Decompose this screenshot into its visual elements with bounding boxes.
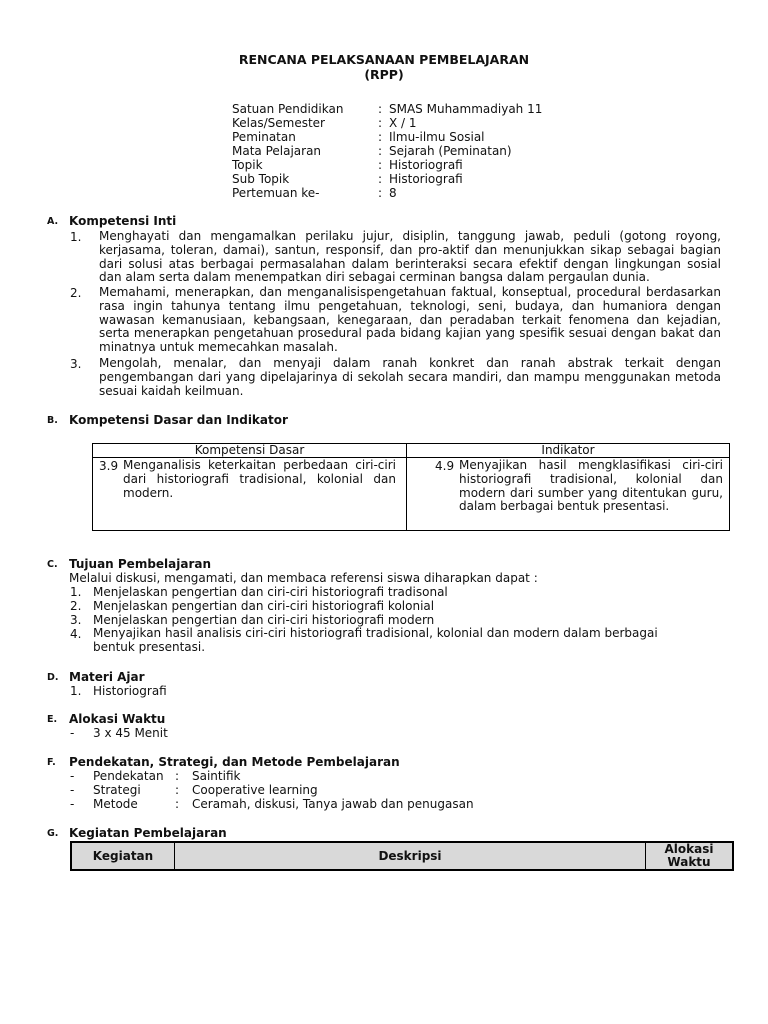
list-number: 2. <box>70 599 82 613</box>
list-number: 2. <box>70 286 82 300</box>
table-header: Kegiatan <box>71 842 175 870</box>
list-separator: : <box>175 797 180 811</box>
list-item: Menyajikan hasil analisis ciri-ciri historiografi tradisional, kolonial dan modern dalam berbagai bentuk presentasi. <box>93 626 658 654</box>
list-label: Metode <box>93 797 138 811</box>
list-item: Menghayati dan mengamalkan perilaku jujur, disiplin, tanggung jawab, peduli (gotong royong, kerjasama, toleran, damai), santun, responsif, dan pro-aktif dan menunjukkan sikap sebagai bagian dari solusi atas berbagai permasalahan dalam berinteraksi secara efektif dengan lingkungan sosial dan alam serta dalam menempatkan diri sebagai cerminan bangsa dalam pergaulan dunia. <box>99 229 721 285</box>
list-item: 3 x 45 Menit <box>93 726 168 740</box>
list-bullet: - <box>70 783 75 797</box>
document-subtitle: (RPP) <box>364 67 404 82</box>
table-header: Deskripsi <box>175 842 646 870</box>
list-value: Saintifik <box>192 769 241 783</box>
list-bullet: - <box>70 769 75 783</box>
list-bullet: - <box>70 726 75 740</box>
table-header: Kompetensi Dasar <box>93 444 407 458</box>
kompetensi-table <box>92 443 730 531</box>
list-value: Ceramah, diskusi, Tanya jawab dan penugasan <box>192 797 474 811</box>
list-number: 4. <box>70 627 82 641</box>
kegiatan-table <box>70 841 734 871</box>
list-bullet: - <box>70 797 75 811</box>
kd-cell: 3.9 Menganalisis keterkaitan perbedaan ciri-ciri dari historiografi tradisional, kolonial dan modern. <box>93 458 407 531</box>
list-number: 1. <box>70 230 82 244</box>
list-number: 3. <box>70 357 82 371</box>
list-number: 1. <box>70 684 82 698</box>
list-value: Cooperative learning <box>192 783 318 797</box>
list-item: Mengolah, menalar, dan menyaji dalam ranah konkret dan ranah abstrak terkait dengan pengembangan dari yang dipelajarinya di sekolah secara mandiri, dan mampu menggunakan metoda sesuai kaidah keilmuan. <box>99 356 721 398</box>
list-item: Historiografi <box>93 684 167 698</box>
table-header: Indikator <box>407 444 730 458</box>
list-label: Strategi <box>93 783 141 797</box>
table-header: Alokasi Waktu <box>646 842 734 870</box>
list-separator: : <box>175 769 180 783</box>
list-number: 1. <box>70 585 82 599</box>
section-intro: Melalui diskusi, mengamati, dan membaca referensi siswa diharapkan dapat : <box>69 571 538 585</box>
list-item: Memahami, menerapkan, dan menganalisispengetahuan faktual, konseptual, procedural berdasarkan rasa ingin tahunya tentang ilmu pengetahuan, teknologi, seni, budaya, dan humaniora dengan wawasan kemanusiaan, kebangsaan, kenegaraan, dan peradaban terkait fenomena dan kejadian, serta menerapkan pengetahuan prosedural pada bidang kajian yang spesifik sesuai dengan bakat dan minatnya untuk memecahkan masalah. <box>99 285 721 355</box>
list-number: 3. <box>70 613 82 627</box>
indikator-cell: 4.9 Menyajikan hasil mengklasifikasi ciri-ciri historiografi tradisional, kolonial dan modern dari sumber yang ditentukan guru, dalam berbagai bentuk presentasi. <box>407 458 730 531</box>
document-title: RENCANA PELAKSANAAN PEMBELAJARAN <box>238 52 530 67</box>
list-separator: : <box>175 783 180 797</box>
list-item: Menjelaskan pengertian dan ciri-ciri historiografi kolonial <box>93 599 435 613</box>
list-item: Menjelaskan pengertian dan ciri-ciri historiografi modern <box>93 613 435 627</box>
list-label: Pendekatan <box>93 769 164 783</box>
list-item: Menjelaskan pengertian dan ciri-ciri historiografi tradisonal <box>93 585 448 599</box>
